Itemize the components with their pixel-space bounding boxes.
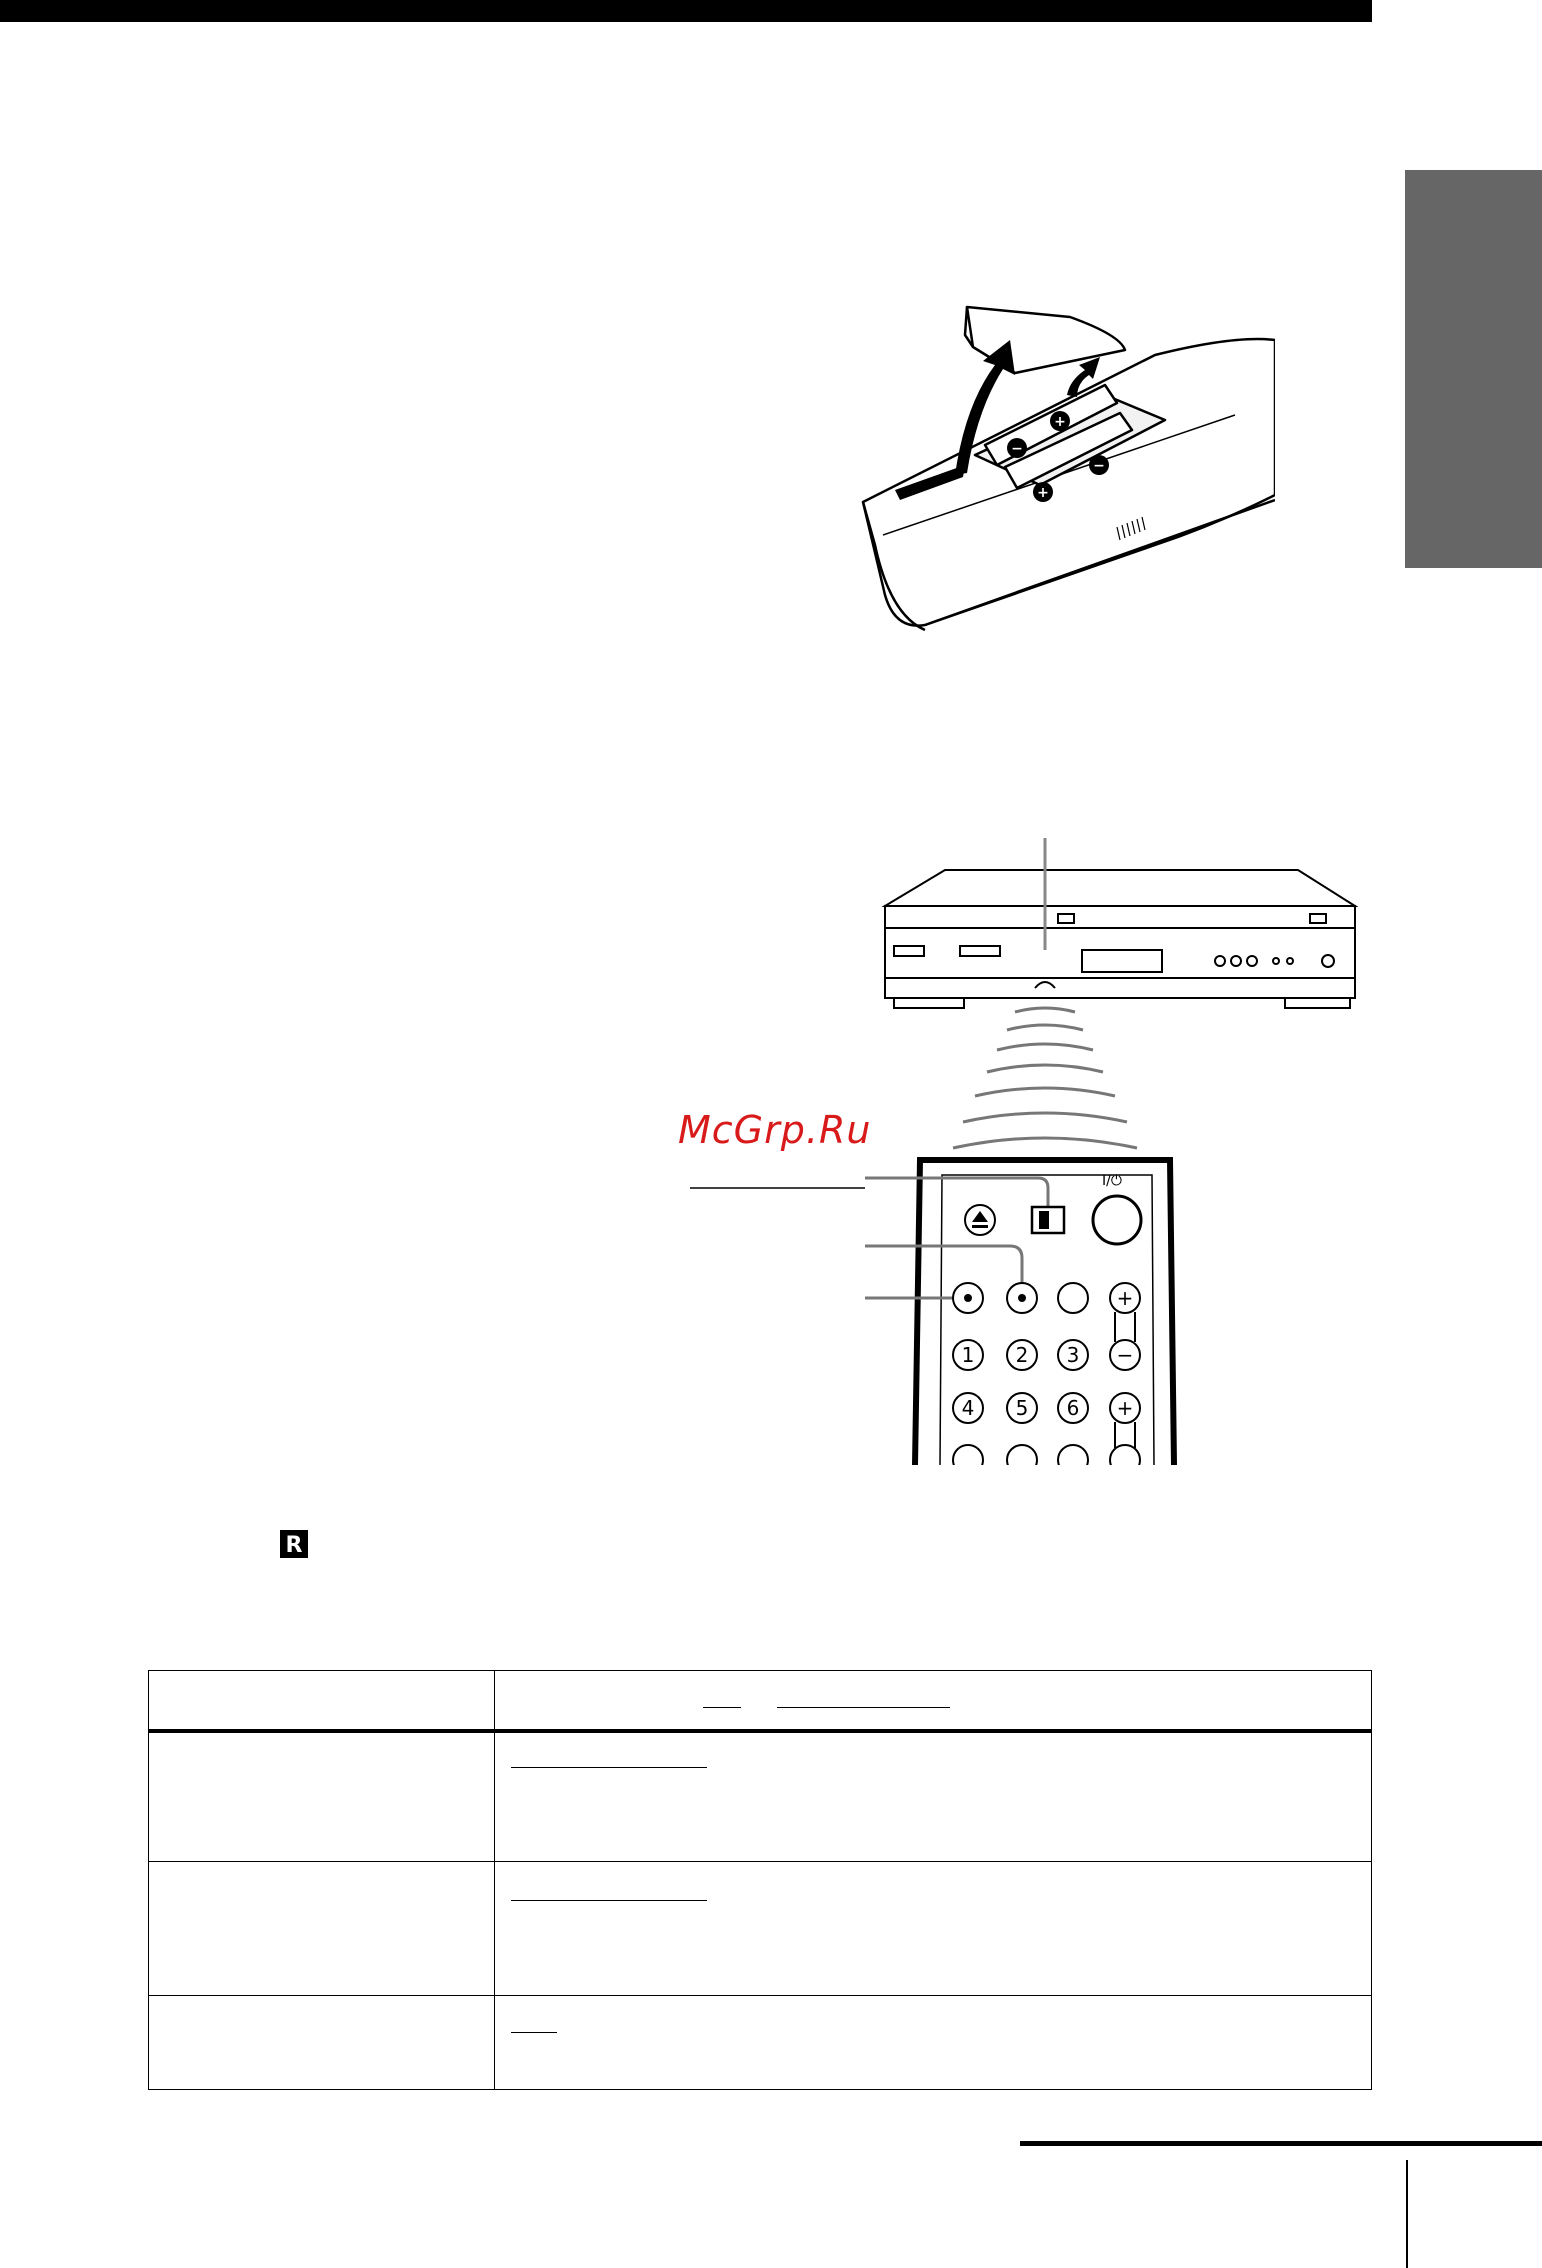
page-number-divider — [1406, 2160, 1408, 2268]
table-header-row — [149, 1671, 1372, 1732]
eject-icon — [965, 1205, 995, 1235]
battery-plus-icon: + — [1054, 414, 1066, 430]
table-cell — [149, 1995, 495, 2089]
power-label: I/⏻ — [1102, 1173, 1122, 1189]
remote-sensor-icon: R — [280, 1530, 308, 1558]
watermark: McGrp.Ru — [678, 1108, 872, 1152]
remote-key: − — [1116, 1343, 1134, 1367]
remote-key: + — [1116, 1396, 1134, 1420]
table-row — [149, 1995, 1372, 2089]
table-cell — [149, 1861, 495, 1995]
table-header-cell — [495, 1671, 1372, 1732]
mode-table — [148, 1670, 1372, 2090]
ir-signal-waves — [935, 1000, 1155, 1150]
battery-minus-icon: − — [1011, 441, 1023, 457]
remote-illustration — [690, 1150, 1190, 1465]
deck-illustration — [880, 838, 1360, 1013]
battery-illustration — [855, 295, 1275, 635]
remote-key: 4 — [961, 1396, 975, 1420]
remote-key: 2 — [1015, 1343, 1029, 1367]
section-tab — [1405, 170, 1542, 568]
remote-key: 3 — [1066, 1343, 1080, 1367]
footer-rule — [1020, 2141, 1542, 2146]
table-cell — [495, 1861, 1372, 1995]
table-cell — [495, 1731, 1372, 1861]
table-row — [149, 1861, 1372, 1995]
table-cell — [495, 1995, 1372, 2089]
remote-key: 1 — [961, 1343, 975, 1367]
top-rule — [0, 0, 1372, 22]
remote-key: 6 — [1066, 1396, 1080, 1420]
battery-minus-icon: − — [1093, 458, 1105, 474]
table-row — [149, 1731, 1372, 1861]
battery-plus-icon: + — [1037, 485, 1049, 501]
remote-key: 5 — [1015, 1396, 1029, 1420]
table-cell — [149, 1731, 495, 1861]
table-header-cell — [149, 1671, 495, 1732]
remote-key: + — [1116, 1286, 1134, 1310]
